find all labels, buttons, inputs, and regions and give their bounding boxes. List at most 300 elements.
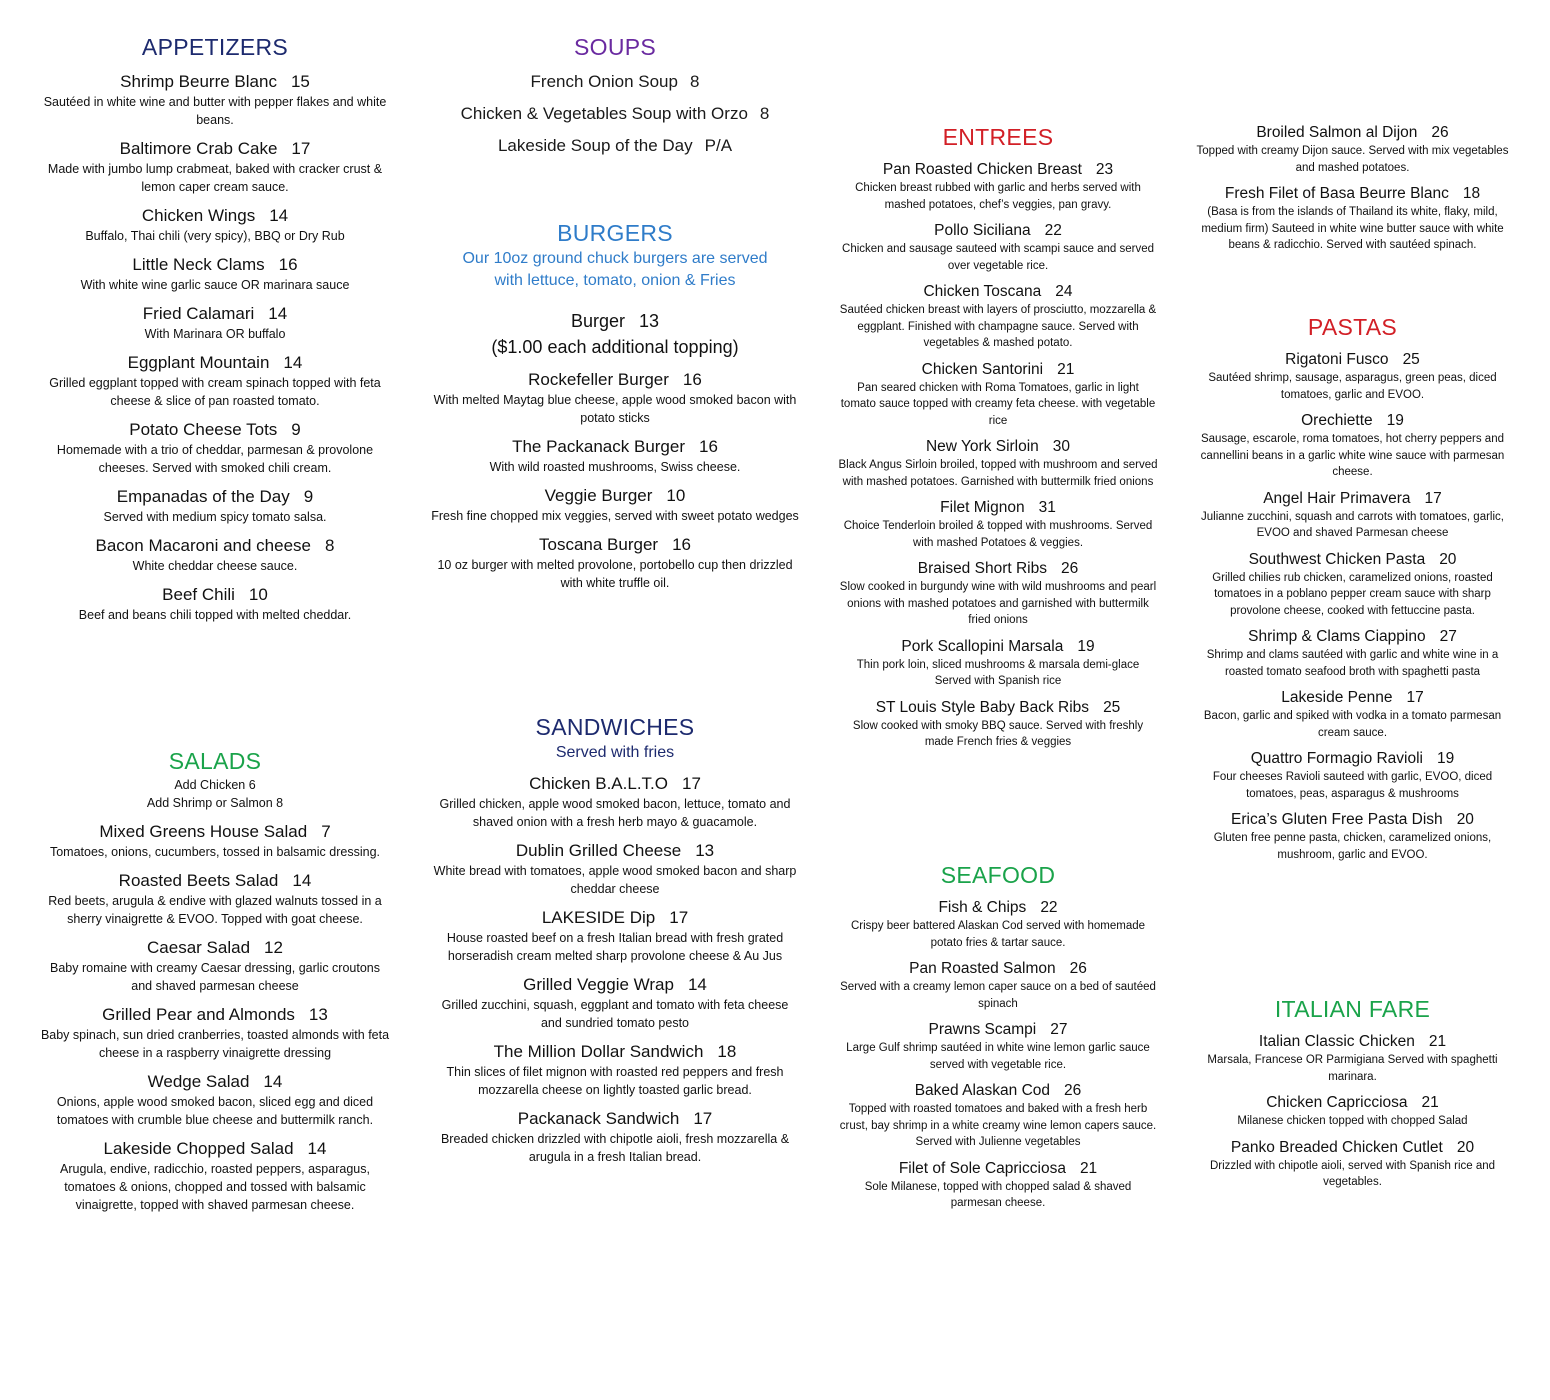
menu-item xyxy=(838,698,1158,751)
menu-item-title xyxy=(1195,1138,1510,1158)
menu-item-title xyxy=(40,205,390,227)
menu-item-title xyxy=(40,821,390,843)
menu-item-name: Braised Short Ribs xyxy=(917,560,1047,577)
soup-item-name: French Onion Soup xyxy=(530,72,678,91)
menu-item-name: Italian Classic Chicken xyxy=(1258,1033,1415,1050)
menu-item xyxy=(40,138,390,196)
column-3 xyxy=(838,0,1158,1400)
menu-item-name: Broiled Salmon al Dijon xyxy=(1256,124,1418,141)
menu-item-description: Sautéed in white wine and butter with pepper flakes and white beans. xyxy=(43,95,387,127)
menu-item-title xyxy=(430,1041,800,1063)
menu-item-name: Empanadas of the Day xyxy=(116,487,290,506)
menu-item-description: Breaded chicken drizzled with chipotle aioli, fresh mozzarella & arugula in a fresh Italian bread. xyxy=(440,1132,790,1164)
menu-item-title xyxy=(40,584,390,606)
menu-item-price: 9 xyxy=(303,487,314,506)
menu-item-price: 20 xyxy=(1456,1138,1475,1156)
menu-item-name: Lakeside Chopped Salad xyxy=(103,1139,294,1158)
menu-item-title xyxy=(838,959,1158,979)
menu-item xyxy=(838,1081,1158,1151)
menu-item-price: 10 xyxy=(666,486,686,505)
menu-item-description: Sautéed shrimp, sausage, asparagus, green peas, diced tomatoes, garlic and EVOO. xyxy=(1208,372,1497,401)
entrees-section xyxy=(838,122,1158,751)
menu-item-price: 10 xyxy=(248,585,268,604)
menu-item-name: Fried Calamari xyxy=(142,304,255,323)
menu-item-description: Sautéed chicken breast with layers of prosciutto, mozzarella & eggplant. Finished with champagne sauce. Served with vegetables & mashed potato. xyxy=(839,304,1157,349)
menu-item xyxy=(1195,411,1510,481)
menu-item xyxy=(1195,1138,1510,1191)
menu-item-name: The Million Dollar Sandwich xyxy=(493,1042,704,1061)
soups-title: SOUPS xyxy=(573,34,657,60)
menu-item-name: Toscana Burger xyxy=(539,535,659,554)
menu-item-price: 26 xyxy=(1064,1082,1082,1099)
menu-item-name: Filet Mignon xyxy=(940,499,1025,516)
menu-item-price: 21 xyxy=(1421,1094,1439,1111)
menu-item-price: 14 xyxy=(268,304,288,323)
menu-item xyxy=(1195,810,1510,863)
menu-item-title xyxy=(40,419,390,441)
menu-item-description: Served with medium spicy tomato salsa. xyxy=(103,510,327,524)
menu-item-name: Rockefeller Burger xyxy=(528,370,669,389)
menu-item xyxy=(838,282,1158,352)
menu-item xyxy=(838,437,1158,490)
menu-item-name: Orechiette xyxy=(1301,412,1373,429)
menu-item-title xyxy=(1195,123,1510,143)
sandwiches-title: SANDWICHES xyxy=(535,714,695,740)
menu-item-title xyxy=(430,840,800,862)
menu-item-title xyxy=(1195,810,1510,830)
menu-item-price: 26 xyxy=(1060,560,1079,577)
menu-item-price: 14 xyxy=(283,353,303,372)
menu-item-name: Panko Breaded Chicken Cutlet xyxy=(1230,1138,1443,1156)
column-4 xyxy=(1195,0,1510,1400)
menu-item xyxy=(1195,123,1510,176)
pastas-section xyxy=(1195,312,1510,863)
menu-item xyxy=(838,221,1158,274)
menu-item-title xyxy=(40,71,390,93)
menu-item-name: Pan Roasted Salmon xyxy=(909,960,1056,977)
menu-item-name: Grilled Pear and Almonds xyxy=(102,1005,295,1024)
menu-item-description: Grilled zucchini, squash, eggplant and tomato with feta cheese and sundried tomato pesto xyxy=(441,998,789,1030)
menu-item-name: Baked Alaskan Cod xyxy=(914,1082,1051,1099)
soup-item-price: 8 xyxy=(689,72,700,91)
menu-item-price: 17 xyxy=(1406,689,1424,706)
pastas-list xyxy=(1195,350,1510,863)
menu-item-title xyxy=(430,436,800,458)
soup-item xyxy=(430,98,800,130)
menu-item-name: Eggplant Mountain xyxy=(127,353,270,372)
menu-item-price: 30 xyxy=(1052,438,1071,455)
menu-item-name: Roasted Beets Salad xyxy=(118,871,279,890)
menu-item-title xyxy=(1195,688,1510,708)
menu-item-description: White bread with tomatoes, apple wood smoked bacon and sharp cheddar cheese xyxy=(433,864,797,896)
menu-item-title xyxy=(40,870,390,892)
menu-item-description: Choice Tenderloin broiled & topped with mushrooms. Served with mashed Potatoes & veggies. xyxy=(843,520,1153,549)
menu-item xyxy=(430,907,800,965)
menu-item-description: Bacon, garlic and spiked with vodka in a tomato parmesan cream sauce. xyxy=(1203,710,1502,739)
menu-item-description: House roasted beef on a fresh Italian bread with fresh grated horseradish cream melted sharp provolone cheese & Au Jus xyxy=(446,931,784,963)
menu-item xyxy=(40,205,390,245)
menu-item-name: Little Neck Clams xyxy=(132,255,265,274)
menu-item-description: White cheddar cheese sauce. xyxy=(132,559,298,573)
column-2 xyxy=(430,0,800,1400)
menu-item-title xyxy=(838,160,1158,180)
menu-item-title xyxy=(838,437,1158,457)
menu-item-description: Julianne zucchini, squash and carrots with tomatoes, garlic, EVOO and shaved Parmesan cheese xyxy=(1201,510,1504,539)
menu-item-title xyxy=(838,221,1158,241)
menu-item-price: 20 xyxy=(1456,811,1474,828)
column-1 xyxy=(40,0,390,1400)
menu-item-description: Drizzled with chipotle aioli, served with Spanish rice and vegetables. xyxy=(1209,1159,1496,1188)
menu-item-price: 24 xyxy=(1055,283,1073,300)
menu-item-price: 14 xyxy=(687,975,707,994)
menu-item-name: Chicken Wings xyxy=(141,206,256,225)
menu-item-name: Packanack Sandwich xyxy=(517,1109,680,1128)
menu-item-price: 19 xyxy=(1386,412,1404,429)
burger-basic xyxy=(430,308,800,360)
menu-item-description: Black Angus Sirloin broiled, topped with mushroom and served with mashed potatoes. Garnished with buttermilk fried onions xyxy=(838,459,1158,488)
menu-item xyxy=(40,419,390,477)
menu-item-price: 17 xyxy=(291,139,311,158)
menu-item-price: 14 xyxy=(269,206,289,225)
menu-item-name: Bacon Macaroni and cheese xyxy=(95,536,311,555)
appetizers-title: APPETIZERS xyxy=(141,34,289,60)
menu-item xyxy=(1195,1093,1510,1130)
menu-item xyxy=(40,486,390,526)
menu-item-title xyxy=(1195,749,1510,769)
menu-item-title xyxy=(40,138,390,160)
menu-item-title xyxy=(838,282,1158,302)
menu-item-price: 13 xyxy=(308,1005,328,1024)
menu-item-description: Slow cooked with smoky BBQ sauce. Served with freshly made French fries & veggies xyxy=(852,719,1144,748)
menu-item xyxy=(40,870,390,928)
menu-item-title xyxy=(430,369,800,391)
menu-item-name: LAKESIDE Dip xyxy=(541,908,656,927)
menu-item-title xyxy=(1195,1032,1510,1052)
menu-item xyxy=(40,1004,390,1062)
menu-item-price: 25 xyxy=(1103,698,1121,716)
menu-item-description: Crispy beer battered Alaskan Cod served with homemade potato fries & tartar sauce. xyxy=(850,920,1146,949)
menu-item xyxy=(838,1159,1158,1212)
menu-item-description: Beef and beans chili topped with melted cheddar. xyxy=(78,608,352,622)
menu-item-description: With wild roasted mushrooms, Swiss cheese. xyxy=(489,460,741,474)
menu-item-name: Chicken Capricciosa xyxy=(1266,1094,1408,1111)
soup-item xyxy=(430,130,800,162)
menu-item-name: Fish & Chips xyxy=(938,899,1027,916)
soups-section xyxy=(430,32,800,162)
menu-item-price: 21 xyxy=(1428,1033,1447,1050)
menu-item-title xyxy=(40,937,390,959)
menu-item xyxy=(40,937,390,995)
menu-item-price: 21 xyxy=(1057,360,1075,378)
menu-item-title xyxy=(430,974,800,996)
menu-item xyxy=(40,71,390,129)
menu-item xyxy=(430,974,800,1032)
menu-item xyxy=(838,898,1158,951)
soup-item-name: Lakeside Soup of the Day xyxy=(497,136,693,155)
menu-item-price: 23 xyxy=(1095,161,1114,178)
soup-item-price: 8 xyxy=(759,104,770,123)
menu-item-name: Wedge Salad xyxy=(147,1072,250,1091)
menu-item-title xyxy=(40,1138,390,1160)
salads-section xyxy=(40,746,390,1214)
burger-topping-note: ($1.00 each additional topping) xyxy=(491,337,739,357)
menu-item-title xyxy=(838,698,1158,718)
menu-item-price: 27 xyxy=(1050,1021,1068,1038)
menu-item-price: 16 xyxy=(278,255,298,274)
burgers-subtitle: Our 10oz ground chuck burgers are served with lettuce, tomato, onion & Fries xyxy=(462,250,768,289)
entrees-list xyxy=(838,160,1158,751)
menu-item-name: Prawns Scampi xyxy=(928,1021,1037,1038)
menu-item-description: With melted Maytag blue cheese, apple wood smoked bacon with potato sticks xyxy=(433,393,797,425)
menu-item xyxy=(430,773,800,831)
menu-item-title xyxy=(838,637,1158,657)
menu-item-title xyxy=(40,486,390,508)
menu-item-title xyxy=(430,534,800,556)
menu-item-name: Lakeside Penne xyxy=(1281,689,1393,706)
menu-item-name: Quattro Formagio Ravioli xyxy=(1250,750,1424,767)
menu-item xyxy=(40,254,390,294)
menu-item xyxy=(430,436,800,476)
col4-top-list xyxy=(1195,123,1510,254)
menu-item-description: Baby romaine with creamy Caesar dressing, garlic croutons and shaved parmesan cheese xyxy=(50,961,380,993)
menu-item-price: 17 xyxy=(693,1109,713,1128)
menu-item-description: Topped with roasted tomatoes and baked with a fresh herb crust, bay shrimp in a white creamy wine lemon capers sauce. Served with Julienne vegetables xyxy=(839,1103,1157,1148)
menu-item-name: Baltimore Crab Cake xyxy=(119,139,278,158)
menu-item xyxy=(838,160,1158,213)
salads-add-shrimp: Add Shrimp or Salmon 8 xyxy=(146,796,284,810)
menu-item-description: Topped with creamy Dijon sauce. Served with mix vegetables and mashed potatoes. xyxy=(1196,145,1509,174)
menu-item-name: Dublin Grilled Cheese xyxy=(515,841,682,860)
menu-item-description: With white wine garlic sauce OR marinara sauce xyxy=(80,278,350,292)
menu-item xyxy=(838,559,1158,629)
menu-item-price: 26 xyxy=(1069,960,1087,977)
menu-item-price: 16 xyxy=(672,535,691,554)
menu-item-description: Sole Milanese, topped with chopped salad & shaved parmesan cheese. xyxy=(864,1180,1132,1209)
entrees-title: ENTREES xyxy=(942,124,1054,150)
menu-item-price: 31 xyxy=(1038,499,1056,516)
menu-item-description: Thin slices of filet mignon with roasted red peppers and fresh mozzarella cheese on lightly toasted garlic bread. xyxy=(446,1065,784,1097)
menu-item-description: (Basa is from the islands of Thailand its white, flaky, mild, medium firm) Sauteed in white wine butter sauce with white beans & radicchio. Served with sautéed spinach. xyxy=(1201,206,1504,251)
menu-item-description: Grilled eggplant topped with cream spinach topped with feta cheese & slice of pan roasted tomato. xyxy=(49,376,381,408)
burger-basic-price: 13 xyxy=(639,311,660,331)
menu-item-description: Sausage, escarole, roma tomatoes, hot cherry peppers and cannellini beans in a garlic white wine sauce with parmesan cheese. xyxy=(1200,433,1505,478)
menu-item-description: Homemade with a trio of cheddar, parmesan & provolone cheeses. Served with smoked chili cream. xyxy=(56,443,374,475)
menu-item-name: Grilled Veggie Wrap xyxy=(523,975,674,994)
menu-item-description: Made with jumbo lump crabmeat, baked with cracker crust & lemon caper cream sauce. xyxy=(47,162,383,194)
menu-item-title xyxy=(40,303,390,325)
menu-item-title xyxy=(838,898,1158,918)
menu-item-name: Shrimp & Clams Ciappino xyxy=(1248,628,1426,645)
burger-basic-name xyxy=(430,308,800,334)
menu-item-price: 8 xyxy=(325,536,335,555)
menu-item-price: 17 xyxy=(669,908,689,927)
menu-item-name: Angel Hair Primavera xyxy=(1263,489,1411,507)
menu-item-price: 25 xyxy=(1402,351,1420,368)
menu-item-name: Pork Scallopini Marsala xyxy=(901,637,1064,655)
menu-item-price: 14 xyxy=(263,1072,283,1091)
menu-item-title xyxy=(40,1071,390,1093)
menu-item-description: Gluten free penne pasta, chicken, caramelized onions, mushroom, garlic and EVOO. xyxy=(1213,832,1492,861)
menu-item-name: Rigatoni Fusco xyxy=(1285,351,1389,368)
sandwiches-list xyxy=(430,773,800,1166)
burger-basic-label: Burger xyxy=(570,311,625,331)
menu-item-price: 16 xyxy=(699,437,718,456)
menu-item-price: 22 xyxy=(1040,899,1058,916)
menu-item-description: Served with a creamy lemon caper sauce on a bed of sautéed spinach xyxy=(840,981,1156,1010)
pastas-title: PASTAS xyxy=(1307,314,1398,340)
menu-item-title xyxy=(1195,350,1510,370)
menu-item-price: 18 xyxy=(717,1042,737,1061)
seafood-title: SEAFOOD xyxy=(940,862,1056,888)
menu-item-description: Tomatoes, onions, cucumbers, tossed in balsamic dressing. xyxy=(49,845,381,859)
menu-item-title xyxy=(1195,627,1510,647)
menu-item-price: 14 xyxy=(292,871,312,890)
menu-item-name: Southwest Chicken Pasta xyxy=(1248,550,1426,568)
menu-item-title xyxy=(430,1108,800,1130)
menu-item xyxy=(1195,688,1510,741)
salads-list xyxy=(40,821,390,1214)
menu-item-price: 7 xyxy=(321,822,331,841)
italian-title: ITALIAN FARE xyxy=(1274,996,1431,1022)
menu-item-title xyxy=(838,1159,1158,1179)
soup-item xyxy=(430,66,800,98)
menu-item-title xyxy=(40,254,390,276)
menu-item xyxy=(40,821,390,861)
menu-item xyxy=(1195,489,1510,542)
menu-item-description: Grilled chilies rub chicken, caramelized onions, roasted tomatoes in a poblano pepper cream sauce with sharp provolone cheese, cooked with fettuccine pasta. xyxy=(1212,571,1493,617)
menu-item xyxy=(430,369,800,427)
menu-item-title xyxy=(838,498,1158,518)
menu-item-name: Mixed Greens House Salad xyxy=(99,822,308,841)
menu-item-name: Pan Roasted Chicken Breast xyxy=(882,161,1082,178)
menu-item xyxy=(838,1020,1158,1073)
menu-item-name: Veggie Burger xyxy=(544,486,653,505)
menu-item xyxy=(40,1071,390,1129)
menu-item-name: Erica’s Gluten Free Pasta Dish xyxy=(1231,811,1443,828)
menu-item-title xyxy=(1195,184,1510,204)
menu-item-title xyxy=(40,1004,390,1026)
salads-title: SALADS xyxy=(168,748,262,774)
menu-item-name: Potato Cheese Tots xyxy=(129,420,278,439)
menu-item-description: Pan seared chicken with Roma Tomatoes, garlic in light tomato sauce topped with creamy feta cheese. with vegetable rice xyxy=(840,381,1156,427)
soup-item-price: P/A xyxy=(704,136,733,155)
menu-item-name: The Packanack Burger xyxy=(512,437,685,456)
menu-item-description: Onions, apple wood smoked bacon, sliced egg and diced tomatoes with crumble blue cheese and buttermilk ranch. xyxy=(56,1095,374,1127)
menu-item xyxy=(430,1041,800,1099)
menu-item-name: ST Louis Style Baby Back Ribs xyxy=(875,698,1090,716)
italian-section xyxy=(1195,994,1510,1191)
menu-item xyxy=(40,352,390,410)
menu-item xyxy=(430,840,800,898)
menu-item xyxy=(430,485,800,525)
menu-item-title xyxy=(838,1081,1158,1101)
menu-item-description: Thin pork loin, sliced mushrooms & marsala demi-glace Served with Spanish rice xyxy=(856,658,1140,687)
menu-item-description: Red beets, arugula & endive with glazed walnuts tossed in a sherry vinaigrette & EVOO. Topped with goat cheese. xyxy=(48,894,382,926)
menu-item-title xyxy=(40,535,390,557)
menu-item-description: Fresh fine chopped mix veggies, served with sweet potato wedges xyxy=(431,509,799,523)
sandwiches-section xyxy=(430,712,800,1166)
menu-item-price: 21 xyxy=(1079,1159,1098,1177)
menu-item-name: Shrimp Beurre Blanc xyxy=(120,72,277,91)
menu-item-price: 16 xyxy=(682,370,702,389)
menu-item-description: Arugula, endive, radicchio, roasted peppers, asparagus, tomatoes & onions, chopped and tossed with balsamic vinaigrette, topped with shaved parmesan cheese. xyxy=(60,1162,370,1212)
menu-item-description: Marsala, Francese OR Parmigiana Served with spaghetti marinara. xyxy=(1207,1054,1498,1083)
menu-item-description: Buffalo, Thai chili (very spicy), BBQ or Dry Rub xyxy=(85,229,345,243)
menu-item-description: Chicken and sausage sauteed with scampi sauce and served over vegetable rice. xyxy=(842,243,1154,272)
menu-item-price: 19 xyxy=(1077,637,1095,655)
menu-item-description: Slow cooked in burgundy wine with wild mushrooms and pearl onions with mashed potatoes and garnished with buttermilk fried onions xyxy=(839,581,1157,626)
menu-item-title xyxy=(430,907,800,929)
burgers-title: BURGERS xyxy=(557,220,673,246)
menu-item xyxy=(838,360,1158,430)
menu-item-name: Chicken B.A.L.T.O xyxy=(529,774,668,793)
menu-item xyxy=(430,534,800,592)
soups-list xyxy=(430,66,800,162)
menu-item xyxy=(40,303,390,343)
menu-item-name: Fresh Filet of Basa Beurre Blanc xyxy=(1224,185,1449,202)
menu-item xyxy=(838,959,1158,1012)
menu-item-price: 19 xyxy=(1437,750,1455,767)
appetizers-section xyxy=(40,32,390,624)
menu-item-title xyxy=(1195,550,1510,570)
menu-item-price: 14 xyxy=(307,1139,327,1158)
menu-item-price: 13 xyxy=(695,841,715,860)
menu-item-title xyxy=(1195,1093,1510,1113)
menu-item-title xyxy=(838,360,1158,380)
menu-item-name: Chicken Santorini xyxy=(921,360,1044,378)
seafood-section xyxy=(838,860,1158,1212)
menu-item xyxy=(40,535,390,575)
menu-item xyxy=(40,584,390,624)
appetizers-list xyxy=(40,71,390,624)
menu-item xyxy=(838,498,1158,551)
menu-item-title xyxy=(40,352,390,374)
menu-item xyxy=(1195,627,1510,680)
menu-item xyxy=(1195,184,1510,254)
menu-item xyxy=(838,637,1158,690)
menu-item-price: 20 xyxy=(1439,550,1457,568)
menu-item-description: 10 oz burger with melted provolone, portobello cup then drizzled with white truffle oil. xyxy=(437,558,793,590)
menu-item-name: Beef Chili xyxy=(162,585,235,604)
menu-item-price: 18 xyxy=(1462,185,1481,202)
menu-item-title xyxy=(838,559,1158,579)
menu-item-price: 26 xyxy=(1431,124,1449,141)
menu-item-description: Large Gulf shrimp sautéed in white wine lemon garlic sauce served with vegetable rice. xyxy=(846,1042,1150,1071)
menu-item xyxy=(1195,749,1510,802)
burgers-section xyxy=(430,218,800,592)
menu-item xyxy=(1195,550,1510,620)
menu-item-description: Baby spinach, sun dried cranberries, toasted almonds with feta cheese in a raspberry vinaigrette dressing xyxy=(40,1028,390,1060)
col4-top-section xyxy=(1195,115,1510,254)
menu-item-price: 27 xyxy=(1439,628,1457,645)
menu-item xyxy=(1195,1032,1510,1085)
menu-item-description: Grilled chicken, apple wood smoked bacon, lettuce, tomato and shaved onion with a fresh herb mayo & guacamole. xyxy=(439,797,791,829)
sandwiches-subtitle: Served with fries xyxy=(555,744,675,761)
menu-item-name: Pollo Siciliana xyxy=(934,222,1031,239)
menu-item-name: Filet of Sole Capricciosa xyxy=(898,1159,1066,1177)
menu-item-description: Chicken breast rubbed with garlic and herbs served with mashed potatoes, chef’s veggies, pan gravy. xyxy=(855,182,1141,211)
menu-item-price: 15 xyxy=(290,72,310,91)
menu-item-description: With Marinara OR buffalo xyxy=(144,327,286,341)
salads-add-chicken: Add Chicken 6 xyxy=(174,778,256,792)
menu-item-price: 22 xyxy=(1044,222,1062,239)
seafood-list xyxy=(838,898,1158,1212)
menu-item-price: 12 xyxy=(264,938,283,957)
menu-item-name: New York Sirloin xyxy=(925,438,1039,455)
menu-item-description: Shrimp and clams sautéed with garlic and white wine in a roasted tomato seafood broth with spaghetti pasta xyxy=(1206,649,1499,678)
menu-item-description: Milanese chicken topped with chopped Salad xyxy=(1237,1115,1468,1127)
menu-item-name: Caesar Salad xyxy=(147,938,251,957)
